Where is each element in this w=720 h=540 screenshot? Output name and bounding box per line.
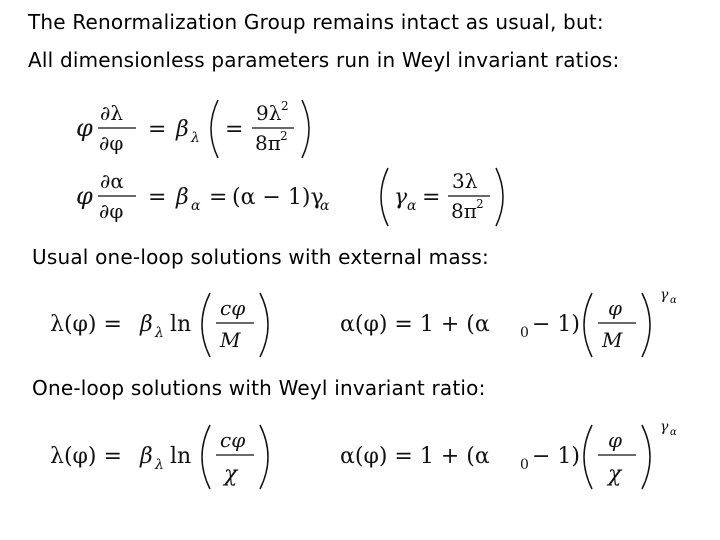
svg-text:φ: φ <box>608 428 623 452</box>
equation-weyl-alpha <box>334 417 694 497</box>
svg-text:φ: φ <box>608 296 623 320</box>
svg-text:γ: γ <box>660 287 669 303</box>
svg-text:ln: ln <box>170 444 192 469</box>
svg-text:M: M <box>602 328 623 352</box>
svg-text:χ: χ <box>224 462 238 487</box>
svg-text:∂λ: ∂λ <box>100 101 124 125</box>
svg-text:ln: ln <box>170 312 192 337</box>
svg-text:=: = <box>209 185 228 210</box>
svg-text:0: 0 <box>520 457 529 473</box>
equation-beta-alpha <box>70 160 510 235</box>
svg-text:φ: φ <box>76 114 93 142</box>
section-heading-weyl: One-loop solutions with Weyl invariant ratio: <box>32 376 486 400</box>
svg-text:0: 0 <box>520 325 529 341</box>
heading-line-1: The Renormalization Group remains intact as usual, but: <box>28 10 604 34</box>
svg-text:α: α <box>670 427 677 438</box>
svg-text:λ: λ <box>155 457 164 473</box>
svg-text:− 1): − 1) <box>532 444 581 469</box>
svg-text:β: β <box>176 185 189 210</box>
heading-line-2: All dimensionless parameters run in Weyl invariant ratios: <box>28 48 620 72</box>
svg-text:α: α <box>670 295 677 306</box>
section-heading-usual: Usual one-loop solutions with external mass: <box>32 245 489 269</box>
svg-text:λ(φ) =: λ(φ) = <box>50 444 122 469</box>
svg-text:(α − 1)γ: (α − 1)γ <box>232 185 324 210</box>
svg-text:γ: γ <box>394 185 408 210</box>
svg-text:α: α <box>191 198 201 214</box>
svg-text:9λ: 9λ <box>256 101 282 125</box>
svg-text:α: α <box>407 198 417 214</box>
svg-text:φ: φ <box>76 182 93 210</box>
svg-text:λ: λ <box>191 130 200 146</box>
svg-text:α(φ) = 1 + (α: α(φ) = 1 + (α <box>340 444 490 469</box>
svg-text:χ: χ <box>608 462 622 487</box>
equation-usual-lambda <box>44 285 284 365</box>
svg-text:=: = <box>422 185 441 210</box>
svg-text:cφ: cφ <box>220 428 246 452</box>
svg-text:3λ: 3λ <box>452 169 478 193</box>
svg-text:cφ: cφ <box>220 296 246 320</box>
svg-text:2: 2 <box>476 197 484 211</box>
svg-text:∂φ: ∂φ <box>99 131 124 155</box>
svg-text:=: = <box>225 117 244 142</box>
svg-text:=: = <box>148 117 167 142</box>
equation-usual-alpha <box>334 285 694 365</box>
svg-text:2: 2 <box>281 99 289 113</box>
svg-text:α: α <box>320 198 330 214</box>
svg-text:M: M <box>220 328 241 352</box>
svg-text:8π: 8π <box>451 199 477 223</box>
svg-text:8π: 8π <box>255 131 281 155</box>
svg-text:λ(φ) =: λ(φ) = <box>50 312 122 337</box>
svg-text:2: 2 <box>280 129 288 143</box>
svg-text:λ: λ <box>155 325 164 341</box>
svg-text:β: β <box>176 117 189 142</box>
equation-beta-lambda <box>70 92 340 167</box>
svg-text:α(φ) = 1 + (α: α(φ) = 1 + (α <box>340 312 490 337</box>
svg-text:=: = <box>148 185 167 210</box>
svg-text:− 1): − 1) <box>532 312 581 337</box>
svg-text:γ: γ <box>660 419 669 435</box>
svg-text:β: β <box>140 312 153 337</box>
equation-weyl-lambda <box>44 417 284 497</box>
svg-text:∂φ: ∂φ <box>99 199 124 223</box>
svg-text:∂α: ∂α <box>100 169 124 193</box>
svg-text:β: β <box>140 444 153 469</box>
